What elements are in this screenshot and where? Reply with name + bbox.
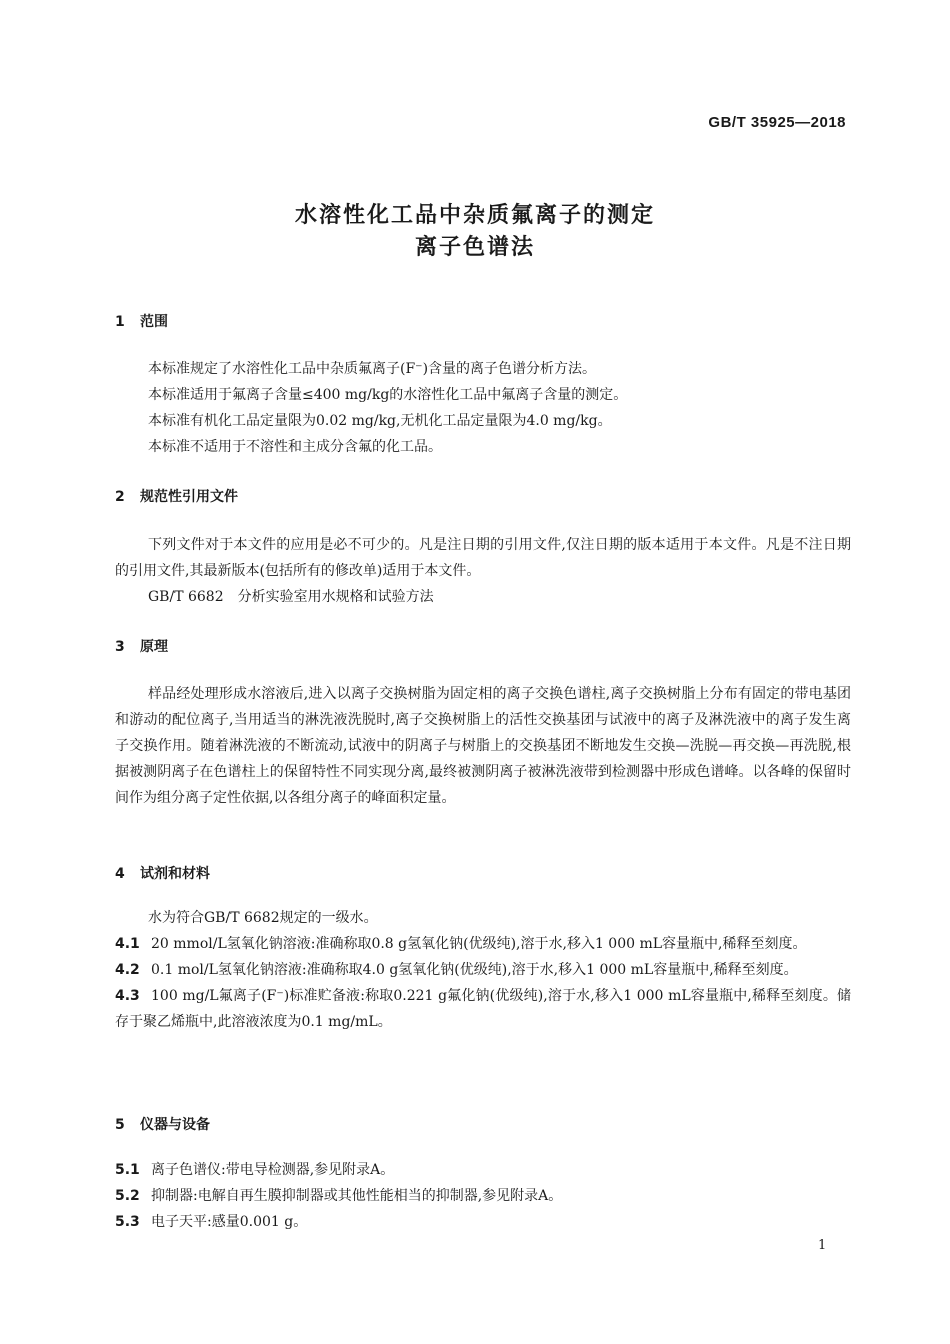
- section-body-apparatus: [115, 1157, 851, 1235]
- section-body-reagents: [115, 905, 851, 1035]
- standard-code: GB/T 35925—2018: [708, 114, 846, 131]
- section-number: 3: [115, 639, 125, 655]
- section-heading-scope: [115, 311, 168, 331]
- section-body-principle: [115, 681, 851, 811]
- section-number: 5: [115, 1117, 125, 1133]
- clause-text: 20 mmol/L氢氧化钠溶液:准确称取0.8 g氢氧化钠(优级纯),溶于水,移入1 000 mL容量瓶中,稀释至刻度。: [151, 936, 807, 952]
- paragraph: 水为符合GB/T 6682规定的一级水。: [148, 910, 378, 926]
- section-title: 仪器与设备: [140, 1117, 210, 1133]
- paragraph: 下列文件对于本文件的应用是必不可少的。凡是注日期的引用文件,仅注日期的版本适用于本文件。凡是不注日期的引用文件,其最新版本(包括所有的修改单)适用于本文件。: [115, 537, 851, 579]
- paragraph: 本标准有机化工品定量限为0.02 mg/kg,无机化工品定量限为4.0 mg/kg。: [148, 413, 612, 429]
- clause-number: 5.3: [115, 1214, 140, 1230]
- section-number: 1: [115, 314, 125, 330]
- clause: [115, 957, 851, 983]
- clause: [115, 983, 851, 1035]
- clause-number: 4.1: [115, 936, 140, 952]
- section-number: 4: [115, 866, 125, 882]
- reference-item: GB/T 6682 分析实验室用水规格和试验方法: [148, 589, 434, 605]
- paragraph: 本标准适用于氟离子含量≤400 mg/kg的水溶性化工品中氟离子含量的测定。: [148, 387, 628, 403]
- clause: [115, 1209, 851, 1235]
- section-body-normative-references: [115, 532, 851, 610]
- clause-text: 离子色谱仪:带电导检测器,参见附录A。: [151, 1162, 395, 1178]
- clause-text: 电子天平:感量0.001 g。: [151, 1214, 308, 1230]
- page-number: 1: [818, 1238, 827, 1253]
- clause: [115, 931, 851, 957]
- paragraph: 样品经处理形成水溶液后,进入以离子交换树脂为固定相的离子交换色谱柱,离子交换树脂上分布有固定的带电基团和游动的配位离子,当用适当的淋洗液洗脱时,离子交换树脂上的活性交换基团与试液中的离子及淋洗液中的离子发生离子交换作用。随着淋洗液的不断流动,试液中的阴离子与树脂上的交换基团不断地发生交换—洗脱—再交换—再洗脱,根据被测阴离子在色谱柱上的保留特性不同实现分离,最终被测阴离子被淋洗液带到检测器中形成色谱峰。以各峰的保留时间作为组分离子定性依据,以各组分离子的峰面积定量。: [115, 686, 851, 806]
- section-heading-reagents: [115, 863, 210, 883]
- section-title: 原理: [140, 639, 168, 655]
- section-heading-apparatus: [115, 1114, 210, 1134]
- section-title: 范围: [140, 314, 168, 330]
- section-body-scope: [115, 356, 851, 460]
- clause-number: 4.2: [115, 962, 140, 978]
- clause-text: 100 mg/L氟离子(F⁻)标准贮备液:称取0.221 g氟化钠(优级纯),溶于水,移入1 000 mL容量瓶中,稀释至刻度。储存于聚乙烯瓶中,此溶液浓度为0.1 mg/mL。: [115, 988, 851, 1030]
- clause: [115, 1183, 851, 1209]
- section-title: 试剂和材料: [140, 866, 210, 882]
- clause-number: 5.2: [115, 1188, 140, 1204]
- document-title: 水溶性化工品中杂质氟离子的测定: [294, 203, 655, 228]
- paragraph: 本标准不适用于不溶性和主成分含氟的化工品。: [148, 439, 442, 455]
- section-number: 2: [115, 489, 125, 505]
- clause-text: 0.1 mol/L氢氧化钠溶液:准确称取4.0 g氢氧化钠(优级纯),溶于水,移入1 000 mL容量瓶中,稀释至刻度。: [151, 962, 798, 978]
- section-heading-normative-references: [115, 486, 238, 506]
- section-title: 规范性引用文件: [140, 489, 238, 505]
- paragraph: 本标准规定了水溶性化工品中杂质氟离子(F⁻)含量的离子色谱分析方法。: [148, 361, 597, 377]
- clause-number: 5.1: [115, 1162, 140, 1178]
- clause-text: 抑制器:电解自再生膜抑制器或其他性能相当的抑制器,参见附录A。: [151, 1188, 563, 1204]
- document-subtitle: 离子色谱法: [414, 235, 535, 260]
- section-heading-principle: [115, 636, 168, 656]
- clause: [115, 1157, 851, 1183]
- clause-number: 4.3: [115, 988, 140, 1004]
